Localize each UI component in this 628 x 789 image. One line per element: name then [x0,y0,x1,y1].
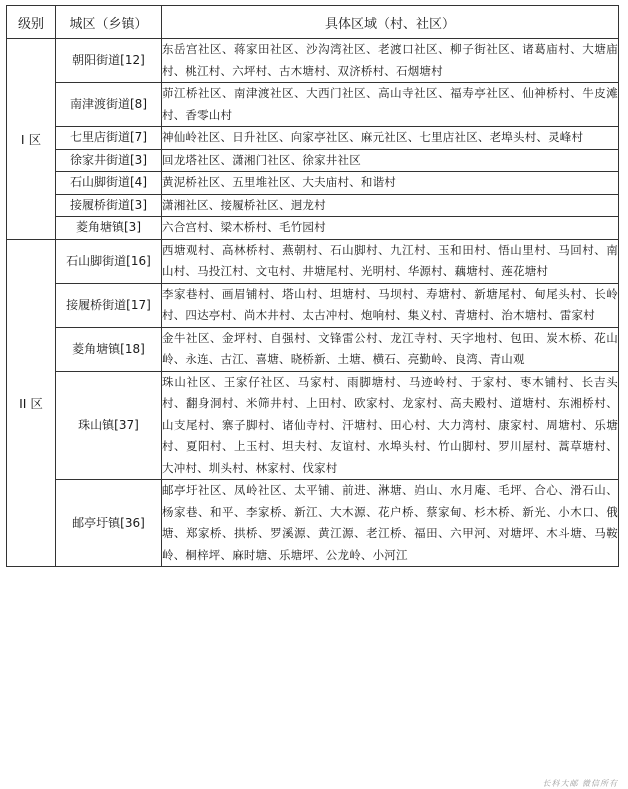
areas-cell: 东岳宫社区、蒋家田社区、沙沟湾社区、老渡口社区、柳子街社区、诸葛庙村、大塘庙村、桃江村、六坪村、古木塘村、双济桥村、石烟塘村 [162,39,619,83]
watermark: 长科大邮 微信所有 [542,779,618,788]
areas-cell: 六合宫村、梁木桥村、毛竹园村 [162,217,619,240]
district-cell: 接履桥街道[3] [56,194,162,217]
district-cell: 菱角塘镇[18] [56,327,162,371]
district-cell: 珠山镇[37] [56,371,162,480]
table-row [7,39,619,83]
table-row [7,194,619,217]
level-cell-ii: II 区 [7,239,56,567]
table-row [7,172,619,195]
areas-cell: 黄泥桥社区、五里堆社区、大夫庙村、和谐村 [162,172,619,195]
header-level: 级别 [7,6,56,39]
areas-cell: 李家巷村、画眉铺村、塔山村、坦塘村、马坝村、寿塘村、新塘尾村、甸尾头村、长岭村、四达亭村、尚木井村、太古冲村、炮响村、集义村、青塘村、治木塘村、雷家村 [162,283,619,327]
areas-cell: 珠山社区、王家仔社区、马家村、雨脚塘村、马迹岭村、于家村、枣木铺村、长吉头村、翻身洞村、米筛井村、上田村、欧家村、龙家村、高夫殿村、道塘村、东湘桥村、山支尾村、寨子脚村、诸仙寺村、汗塘村、田心村、大力湾村、康家村、周塘村、乐塘村、夏阳村、上玉村、坦夫村、友谊村、水埠头村、竹山脚村、罗川屋村、蒿草塘村、大冲村、圳头村、林家村、伐家村 [162,371,619,480]
table-row [7,217,619,240]
areas-cell: 神仙岭社区、日升社区、向家亭社区、麻元社区、七里店社区、老埠头村、灵峰村 [162,127,619,150]
district-cell: 接履桥街道[17] [56,283,162,327]
areas-cell: 茆江桥社区、南津渡社区、大西门社区、高山寺社区、福寿亭社区、仙神桥村、牛皮滩村、香零山村 [162,83,619,127]
district-cell: 朝阳街道[12] [56,39,162,83]
areas-cell: 潇湘社区、接履桥社区、迥龙村 [162,194,619,217]
district-cell: 七里店街道[7] [56,127,162,150]
areas-cell: 邮亭圩社区、凤岭社区、太平铺、前进、淋塘、岿山、水月庵、毛坪、合心、滑石山、杨家巷、和平、李家桥、新江、大木源、花户桥、蔡家甸、杉木桥、新光、小木口、俄塘、郑家桥、拱桥、罗溪源、黄江源、老江桥、福田、六甲河、对塘坪、木斗塘、马鞍岭、桐梓坪、麻时塘、乐塘坪、公龙岭、小河江 [162,480,619,567]
district-cell: 石山脚街道[4] [56,172,162,195]
table-row [7,327,619,371]
level-cell-i: I 区 [7,39,56,240]
areas-cell: 回龙塔社区、潇湘门社区、徐家井社区 [162,149,619,172]
district-cell: 徐家井街道[3] [56,149,162,172]
table-row [7,371,619,480]
table-row [7,239,619,283]
table-row [7,149,619,172]
district-cell: 南津渡街道[8] [56,83,162,127]
header-row [7,6,619,39]
header-district: 城区（乡镇） [56,6,162,39]
header-areas: 具体区域（村、社区） [162,6,619,39]
table-row [7,283,619,327]
areas-cell: 西塘观村、高林桥村、燕朝村、石山脚村、九江村、玉和田村、悟山里村、马回村、南山村、马投江村、文屯村、井塘尾村、光明村、华源村、藕塘村、莲花塘村 [162,239,619,283]
district-cell: 菱角塘镇[3] [56,217,162,240]
areas-cell: 金牛社区、金坪村、自强村、文锋雷公村、龙江寺村、天字地村、包田、炭木桥、花山岭、永连、古江、喜塘、晓桥新、土塘、横石、亮勤岭、良湾、青山观 [162,327,619,371]
district-table [6,5,619,567]
table-row [7,480,619,567]
table-row [7,83,619,127]
table-row [7,127,619,150]
district-cell: 石山脚街道[16] [56,239,162,283]
district-cell: 邮亭圩镇[36] [56,480,162,567]
